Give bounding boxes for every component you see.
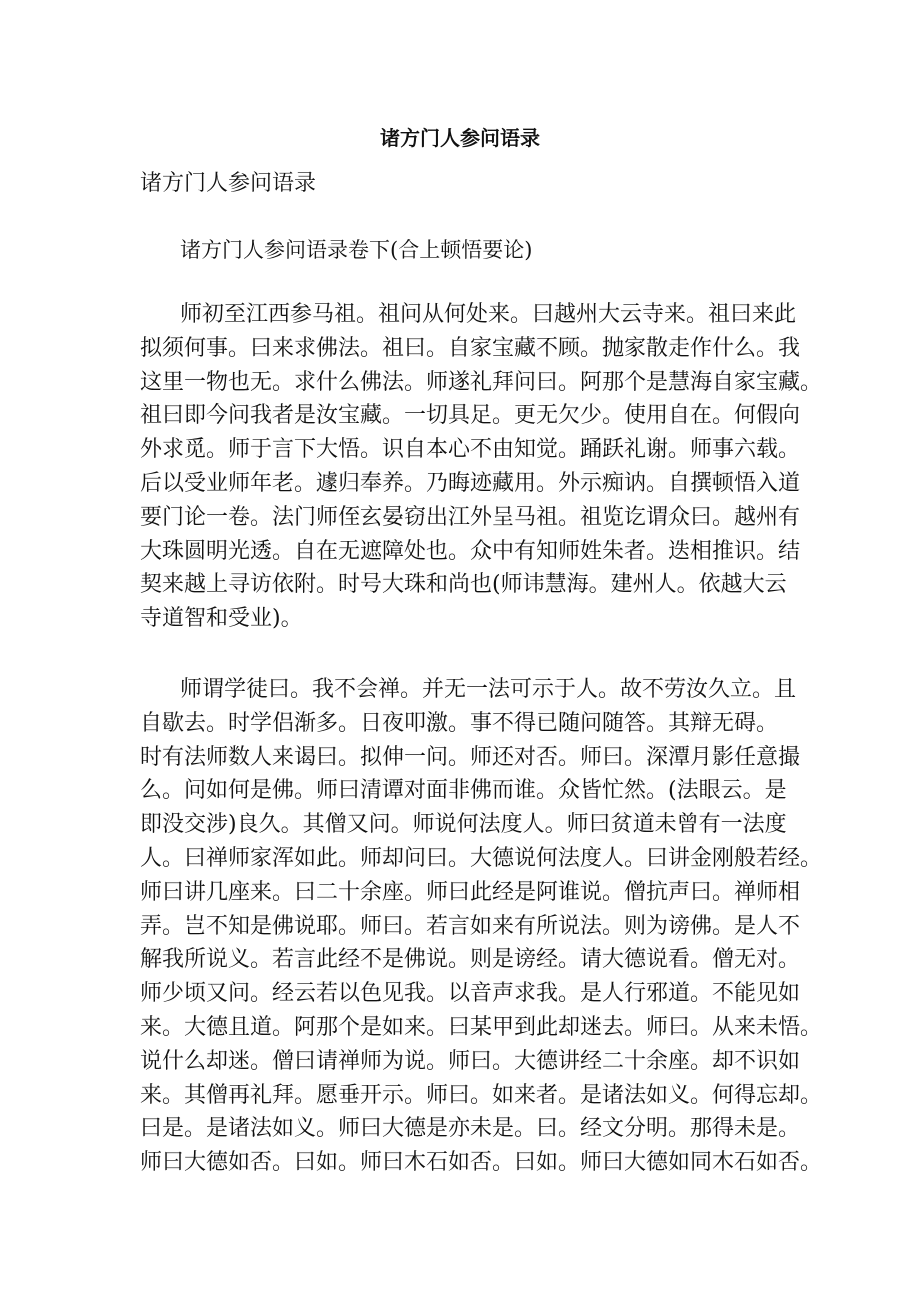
text-line: 自歇去。时学侣渐多。日夜叩激。事不得已随问随答。其辩无碍。 bbox=[140, 710, 779, 736]
text-line: 后以受业师年老。遽归奉养。乃晦迹藏用。外示痴讷。自撰顿悟入道 bbox=[140, 470, 801, 496]
paragraph-2 bbox=[140, 673, 823, 1180]
text-line: 拟须何事。曰来求佛法。祖曰。自家宝藏不顾。抛家散走作什么。我 bbox=[140, 335, 801, 361]
document-subtitle: 诸方门人参问语录 bbox=[140, 171, 317, 196]
text-line: 弄。岂不知是佛说耶。师曰。若言如来有所说法。则为谤佛。是人不 bbox=[140, 913, 801, 939]
text-line: 么。问如何是佛。师曰清谭对面非佛而谁。众皆忙然。(法眼云。是 bbox=[140, 778, 787, 804]
text-line: 外求觅。师于言下大悟。识自本心不由知觉。踊跃礼谢。师事六载。 bbox=[140, 437, 801, 463]
text-line: 要门论一卷。法门师侄玄晏窃出江外呈马祖。祖览讫谓众曰。越州有 bbox=[140, 504, 801, 530]
text-line: 师初至江西参马祖。祖问从何处来。曰越州大云寺来。祖曰来此 bbox=[180, 302, 797, 327]
text-line: 即没交涉)良久。其僧又问。师说何法度人。师曰贫道未曾有一法度 bbox=[140, 812, 787, 838]
text-line: 大珠圆明光透。自在无遮障处也。众中有知师姓朱者。迭相推识。结 bbox=[140, 538, 801, 564]
text-line: 这里一物也无。求什么佛法。师遂礼拜问曰。阿那个是慧海自家宝藏。 bbox=[140, 369, 823, 395]
text-line: 契来越上寻访依附。时号大珠和尚也(师讳慧海。建州人。依越大云 bbox=[140, 572, 787, 598]
text-line: 师少顷又问。经云若以色见我。以音声求我。是人行邪道。不能见如 bbox=[140, 981, 801, 1007]
volume-heading: 诸方门人参问语录卷下(合上顿悟要论) bbox=[180, 238, 533, 262]
text-line: 寺道智和受业)。 bbox=[140, 606, 303, 632]
text-line: 说什么却迷。僧曰请禅师为说。师曰。大德讲经二十余座。却不识如 bbox=[140, 1048, 801, 1074]
text-line: 解我所说义。若言此经不是佛说。则是谤经。请大德说看。僧无对。 bbox=[140, 947, 801, 973]
text-line: 曰是。是诸法如义。师曰大德是亦未是。曰。经文分明。那得未是。 bbox=[140, 1116, 801, 1142]
document-title: 诸方门人参问语录 bbox=[380, 126, 540, 150]
text-line: 人。曰禅师家浑如此。师却问曰。大德说何法度人。曰讲金刚般若经。 bbox=[140, 845, 823, 871]
text-line: 时有法师数人来谒曰。拟伸一问。师还对否。师曰。深潭月影任意撮 bbox=[140, 744, 801, 770]
paragraph-1 bbox=[140, 298, 823, 636]
text-line: 祖曰即今问我者是汝宝藏。一切具足。更无欠少。使用自在。何假向 bbox=[140, 403, 801, 429]
text-line: 来。大德且道。阿那个是如来。曰某甲到此却迷去。师曰。从来未悟。 bbox=[140, 1014, 823, 1040]
text-line: 师曰讲几座来。曰二十余座。师曰此经是阿谁说。僧抗声曰。禅师相 bbox=[140, 879, 801, 905]
text-line: 师曰大德如否。曰如。师曰木石如否。曰如。师曰大德如同木石如否。 bbox=[140, 1150, 823, 1176]
text-line: 师谓学徒曰。我不会禅。并无一法可示于人。故不劳汝久立。且 bbox=[180, 677, 797, 702]
text-line: 来。其僧再礼拜。愿垂开示。师曰。如来者。是诸法如义。何得忘却。 bbox=[140, 1082, 823, 1108]
